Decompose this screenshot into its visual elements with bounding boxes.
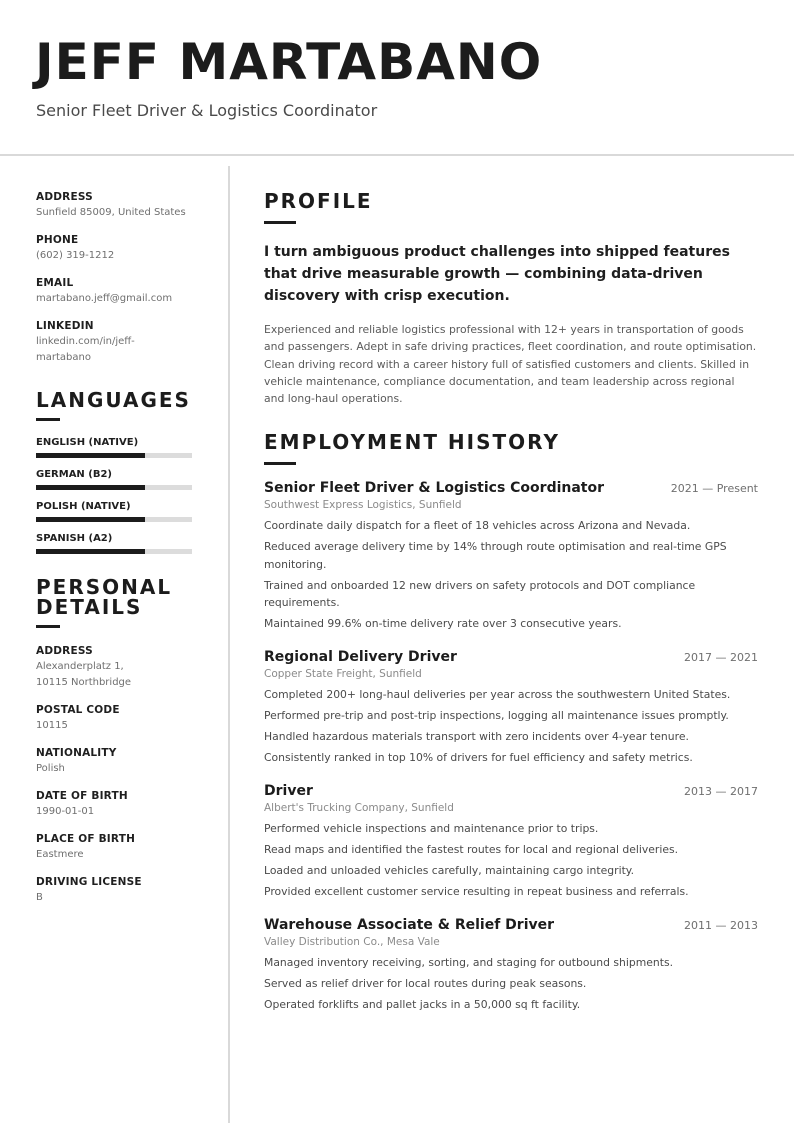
personal-detail-label: NATIONALITY (36, 747, 117, 759)
contact-value: (602) 319-1212 (36, 250, 115, 261)
profile-rule (264, 221, 296, 224)
personal-detail-item (36, 875, 196, 906)
personal-detail-item (36, 746, 196, 777)
job-company: Valley Distribution Co., Mesa Vale (264, 935, 440, 948)
job-header (264, 916, 758, 934)
personal-detail-value: 1990-01-01 (36, 806, 95, 817)
language-level-bar (36, 485, 192, 490)
personal-detail-label: PLACE OF BIRTH (36, 833, 136, 845)
job-entry (264, 782, 758, 900)
job-bullet: Loaded and unloaded vehicles carefully, maintaining cargo integrity. (264, 863, 635, 877)
language-item (36, 501, 196, 522)
job-bullet: Consistently ranked in top 10% of drivers for fuel efficiency and safety metrics. (264, 750, 693, 764)
profile-summary: Experienced and reliable logistics professional with 12+ years in transportation of goods and passengers. Adept in safe driving practices, fleet coordination, and route optimisation. Clean driving record with a career history full of satisfied customers and clients. Skilled in vehicle maintenance, compliance documentation, and team leadership across regional and long-haul operations. (264, 323, 757, 406)
contact-item (36, 276, 196, 307)
languages-heading: LANGUAGES (36, 388, 191, 412)
language-item (36, 533, 196, 554)
contact-label: LINKEDIN (36, 320, 94, 332)
job-bullet: Coordinate daily dispatch for a fleet of 18 vehicles across Arizona and Nevada. (264, 519, 691, 533)
job-bullet: Handled hazardous materials transport with zero incidents over 4-year tenure. (264, 729, 689, 743)
language-level-bar (36, 517, 192, 522)
contact-label: ADDRESS (36, 191, 93, 203)
job-dates: 2017 — 2021 (684, 651, 758, 665)
personal-details-heading: PERSONAL DETAILS (36, 575, 173, 619)
employment-section (264, 431, 758, 1013)
job-company: Copper State Freight, Sunfield (264, 668, 422, 681)
languages-rule (36, 418, 60, 421)
job-entry (264, 916, 758, 1013)
contact-value: Sunfield 85009, United States (36, 207, 186, 218)
job-bullet: Read maps and identified the fastest routes for local and regional deliveries. (264, 842, 679, 856)
languages-list (36, 437, 196, 554)
language-name: GERMAN (B2) (36, 469, 113, 480)
job-header (264, 479, 758, 497)
profile-lead: I turn ambiguous product challenges into shipped features that drive measurable growth — combining data-driven discovery with crisp execution. (264, 244, 730, 304)
language-level-bar (36, 453, 192, 458)
language-name: POLISH (NATIVE) (36, 501, 131, 512)
job-title: Driver (264, 783, 313, 800)
job-list (264, 479, 758, 1013)
job-bullets (264, 954, 758, 1013)
contact-value: martabano.jeff@gmail.com (36, 293, 173, 304)
language-item (36, 437, 196, 458)
contact-label: PHONE (36, 234, 79, 246)
personal-detail-label: DRIVING LICENSE (36, 876, 142, 888)
contact-section (36, 190, 196, 366)
job-bullet: Served as relief driver for local routes during peak seasons. (264, 976, 587, 990)
personal-detail-value: 10115 (36, 720, 68, 731)
job-bullets (264, 820, 758, 900)
personal-detail-value: Polish (36, 763, 65, 774)
personal-detail-item (36, 832, 196, 863)
personal-details-rule (36, 625, 60, 628)
job-header (264, 782, 758, 800)
employment-rule (264, 462, 296, 465)
job-title: Regional Delivery Driver (264, 649, 457, 666)
language-level-bar (36, 549, 192, 554)
candidate-title: Senior Fleet Driver & Logistics Coordinator (36, 101, 378, 120)
personal-detail-label: POSTAL CODE (36, 704, 120, 716)
profile-section (264, 190, 758, 407)
contact-label: EMAIL (36, 277, 74, 289)
personal-detail-label: ADDRESS (36, 645, 93, 657)
employment-heading: EMPLOYMENT HISTORY (264, 430, 560, 455)
candidate-name: JEFF MARTABANO (35, 33, 543, 91)
job-bullet: Provided excellent customer service resulting in repeat business and referrals. (264, 884, 689, 898)
job-bullet: Completed 200+ long-haul deliveries per year across the southwestern United States. (264, 688, 731, 702)
sidebar (36, 190, 196, 918)
personal-detail-item (36, 789, 196, 820)
language-item (36, 469, 196, 490)
personal-details-section (36, 577, 196, 906)
language-level-fill (36, 549, 145, 554)
resume-header (0, 0, 794, 156)
personal-detail-value: B (36, 892, 43, 903)
job-bullet: Maintained 99.6% on-time delivery rate over 3 consecutive years. (264, 616, 622, 630)
contact-value: linkedin.com/in/jeff-martabano (36, 336, 135, 363)
personal-detail-value: Alexanderplatz 1, 10115 Northbridge (36, 661, 132, 688)
personal-detail-label: DATE OF BIRTH (36, 790, 128, 802)
job-bullet: Performed pre-trip and post-trip inspections, logging all maintenance issues promptly. (264, 708, 729, 722)
job-bullet: Operated forklifts and pallet jacks in a 50,000 sq ft facility. (264, 997, 581, 1011)
job-bullets (264, 686, 758, 766)
job-title: Senior Fleet Driver & Logistics Coordinator (264, 480, 605, 497)
job-dates: 2013 — 2017 (684, 785, 758, 799)
personal-detail-value: Eastmere (36, 849, 84, 860)
job-bullet: Reduced average delivery time by 14% through route optimisation and real-time GPS monitoring. (264, 540, 727, 571)
job-entry (264, 479, 758, 632)
job-dates: 2021 — Present (670, 482, 758, 496)
personal-detail-item (36, 703, 196, 734)
contact-item (36, 233, 196, 264)
contact-item (36, 190, 196, 221)
language-name: ENGLISH (NATIVE) (36, 437, 139, 448)
languages-section (36, 390, 196, 554)
profile-heading: PROFILE (264, 189, 373, 213)
language-level-fill (36, 453, 145, 458)
job-bullet: Trained and onboarded 12 new drivers on safety protocols and DOT compliance requirements. (264, 578, 696, 609)
job-dates: 2011 — 2013 (684, 918, 758, 932)
language-level-fill (36, 485, 145, 490)
job-title: Warehouse Associate & Relief Driver (264, 916, 555, 933)
column-divider (228, 166, 230, 1123)
personal-details-list (36, 644, 196, 906)
job-bullets (264, 517, 758, 632)
language-level-fill (36, 517, 145, 522)
personal-detail-item (36, 644, 196, 691)
job-bullet: Performed vehicle inspections and maintenance prior to trips. (264, 822, 599, 836)
job-company: Southwest Express Logistics, Sunfield (264, 499, 462, 512)
main-column (264, 190, 758, 1017)
job-entry (264, 648, 758, 766)
job-bullet: Managed inventory receiving, sorting, and staging for outbound shipments. (264, 955, 674, 969)
job-header (264, 648, 758, 666)
language-name: SPANISH (A2) (36, 533, 113, 544)
contact-item (36, 319, 196, 366)
job-company: Albert's Trucking Company, Sunfield (264, 802, 454, 815)
